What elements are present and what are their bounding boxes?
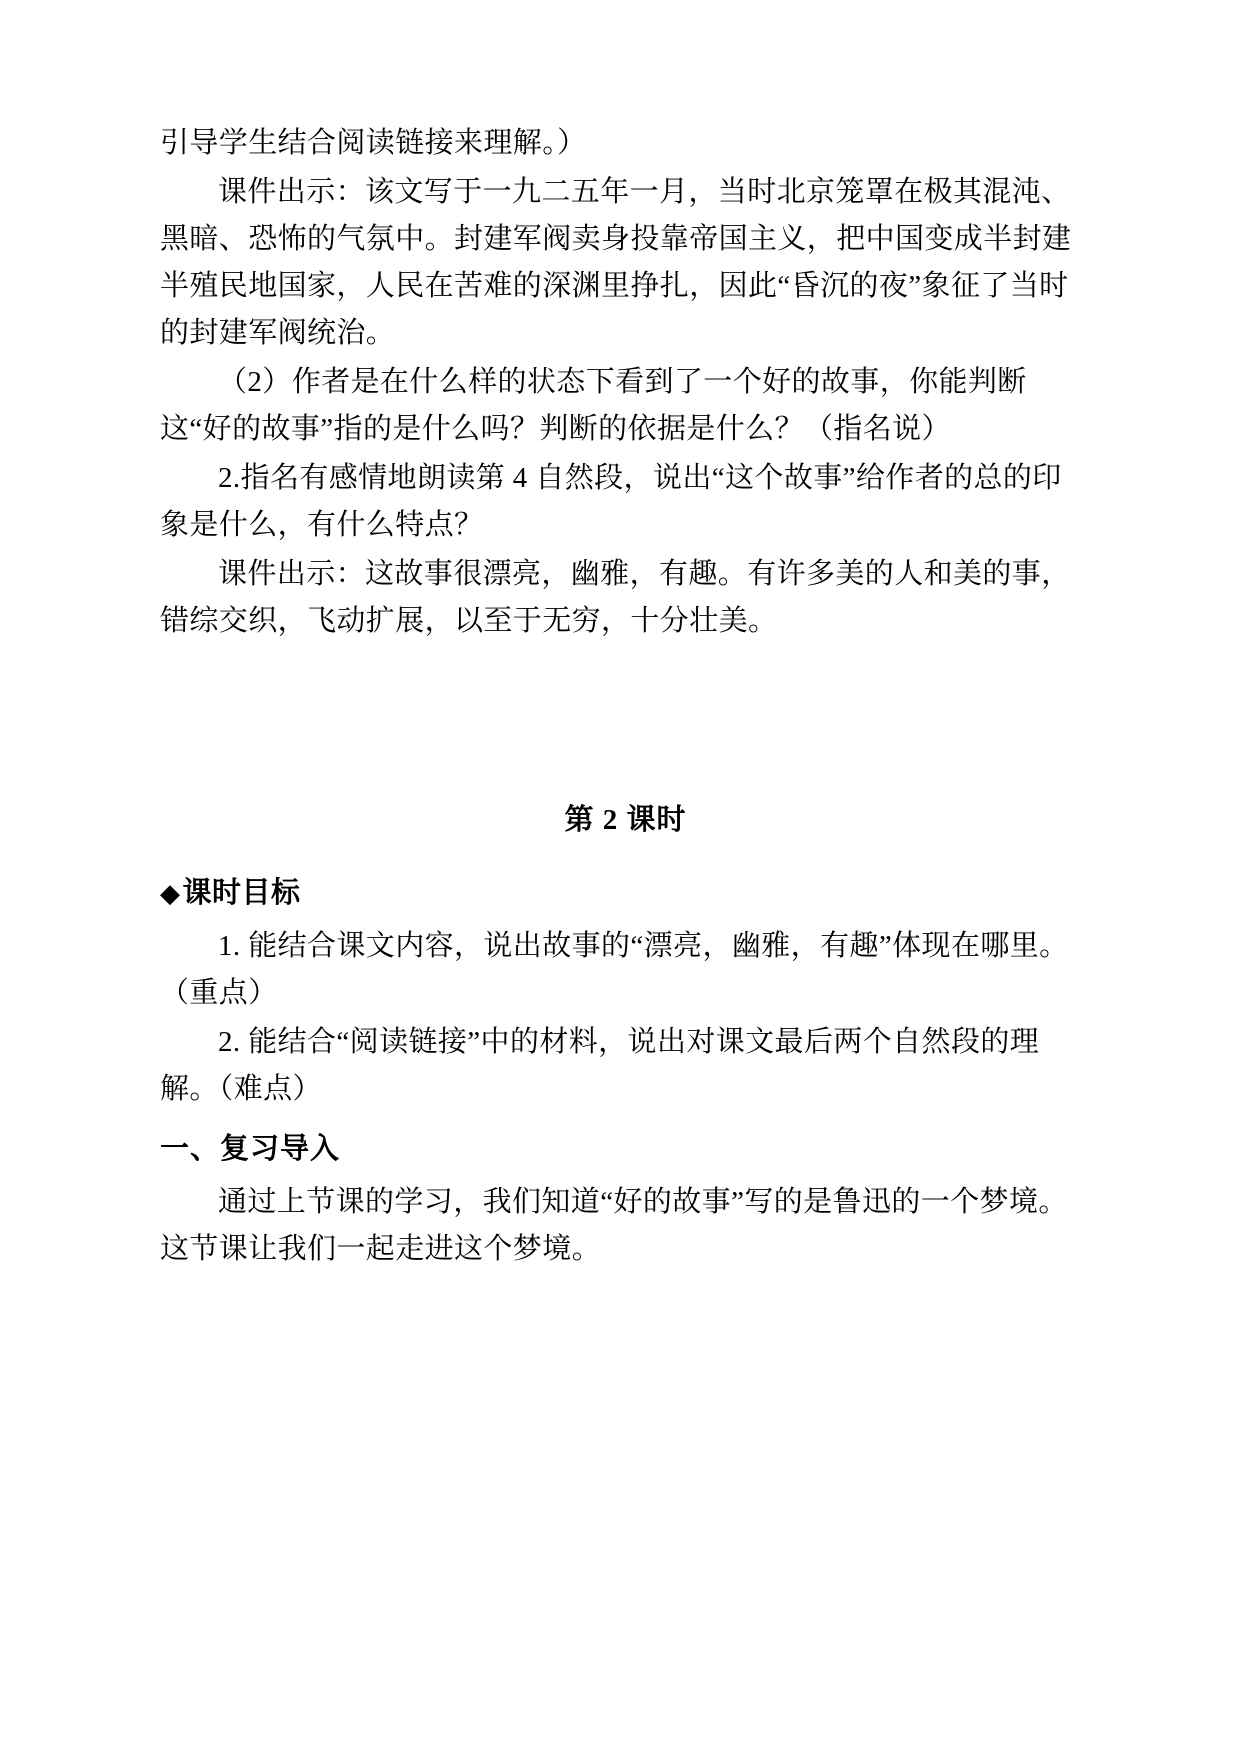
diamond-bullet-icon: ◆ [160, 878, 181, 908]
section-spacer [160, 647, 1091, 797]
objective-item-1: 1. 能结合课文内容，说出故事的“漂亮，幽雅，有趣”体现在哪里。（重点） [160, 929, 1069, 1009]
lesson-title: 第 2 课时 [564, 803, 687, 836]
section-one-heading: 一、复习导入 [160, 1133, 341, 1166]
objectives-heading [160, 870, 1091, 917]
paragraph-item-2: 2.指名有感情地朗读第 4 自然段，说出“这个故事”给作者的总的印象是什么，有什么特点？ [160, 461, 1062, 541]
paragraph-question-2: （2）作者是在什么样的状态下看到了一个好的故事，你能判断这“好的故事”指的是什么吗？判断的依据是什么？（指名说） [160, 365, 1027, 445]
section-one-paragraph: 通过上节课的学习，我们知道“好的故事”写的是鲁迅的一个梦境。这节课让我们一起走进这个梦境。 [160, 1186, 1068, 1266]
objective-item-2: 2. 能结合“阅读链接”中的材料，说出对课文最后两个自然段的理解。（难点） [160, 1025, 1040, 1105]
paragraph-continued: 引导学生结合阅读链接来理解。） [160, 127, 587, 159]
objectives-heading-label: 课时目标 [182, 876, 301, 909]
document-body [160, 120, 1091, 1273]
paragraph-courseware-impression: 课件出示：这故事很漂亮，幽雅，有趣。有许多美的人和美的事，错综交织，飞动扩展，以至于无穷，十分壮美。 [160, 557, 1071, 637]
paragraph-courseware-background: 课件出示：该文写于一九二五年一月，当时北京笼罩在极其混沌、黑暗、恐怖的气氛中。封建军阀卖身投靠帝国主义，把中国变成半封建半殖民地国家，人民在苦难的深渊里挣扎，因此“昏沉的夜”象征了当时的封建军阀统治。 [160, 175, 1072, 349]
